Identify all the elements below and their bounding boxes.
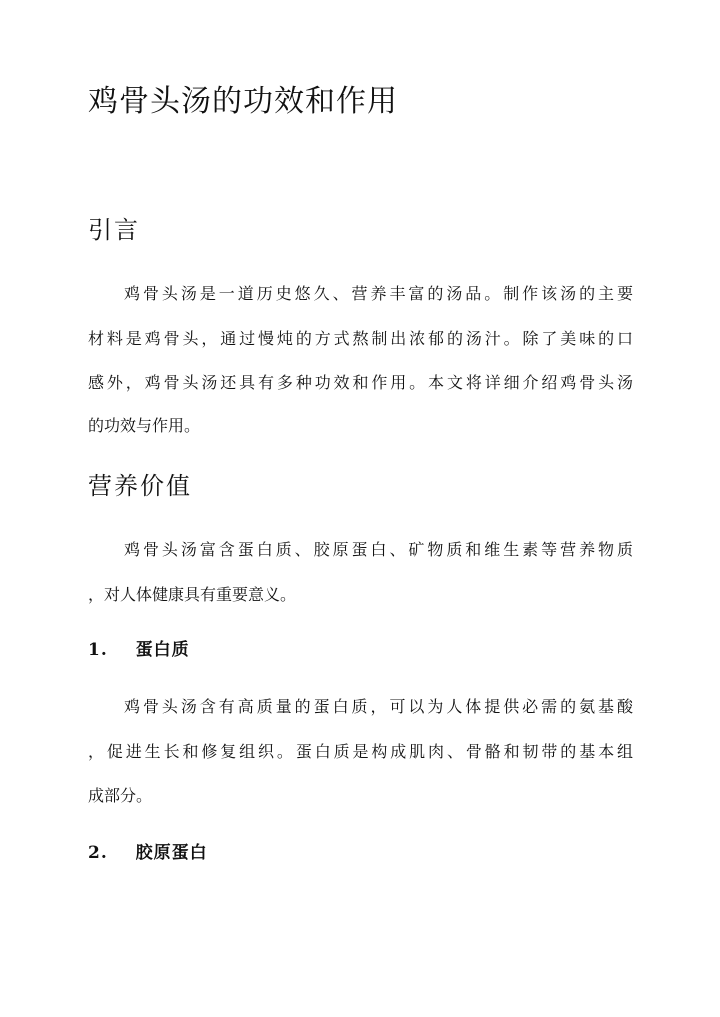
paragraph-line: 鸡骨头汤含有高质量的蛋白质，可以为人体提供必需的氨基酸 bbox=[124, 697, 633, 716]
section-heading-introduction: 引言 bbox=[88, 216, 140, 244]
document-title: 鸡骨头汤的功效和作用 bbox=[88, 84, 398, 119]
paragraph-line: 鸡骨头汤富含蛋白质、胶原蛋白、矿物质和维生素等营养物质 bbox=[124, 540, 633, 559]
paragraph-line: ，促进生长和修复组织。蛋白质是构成肌肉、骨骼和韧带的基本组 bbox=[88, 742, 633, 761]
subsection-title: 蛋白质 bbox=[135, 640, 190, 660]
subsection-heading-protein bbox=[88, 640, 190, 660]
paragraph-line: 的功效与作用。 bbox=[88, 416, 201, 435]
paragraph-line: ，对人体健康具有重要意义。 bbox=[88, 585, 297, 604]
subsection-number: 1. bbox=[88, 640, 108, 660]
subsection-number: 2. bbox=[88, 843, 108, 863]
paragraph-line: 感外，鸡骨头汤还具有多种功效和作用。本文将详细介绍鸡骨头汤 bbox=[88, 373, 633, 392]
paragraph-line: 鸡骨头汤是一道历史悠久、营养丰富的汤品。制作该汤的主要 bbox=[124, 284, 633, 303]
subsection-title: 胶原蛋白 bbox=[135, 843, 208, 863]
subsection-heading-collagen bbox=[88, 843, 208, 863]
paragraph-line: 成部分。 bbox=[88, 786, 153, 805]
paragraph-line: 材料是鸡骨头，通过慢炖的方式熬制出浓郁的汤汁。除了美味的口 bbox=[88, 329, 633, 348]
section-heading-nutrition: 营养价值 bbox=[88, 472, 192, 500]
